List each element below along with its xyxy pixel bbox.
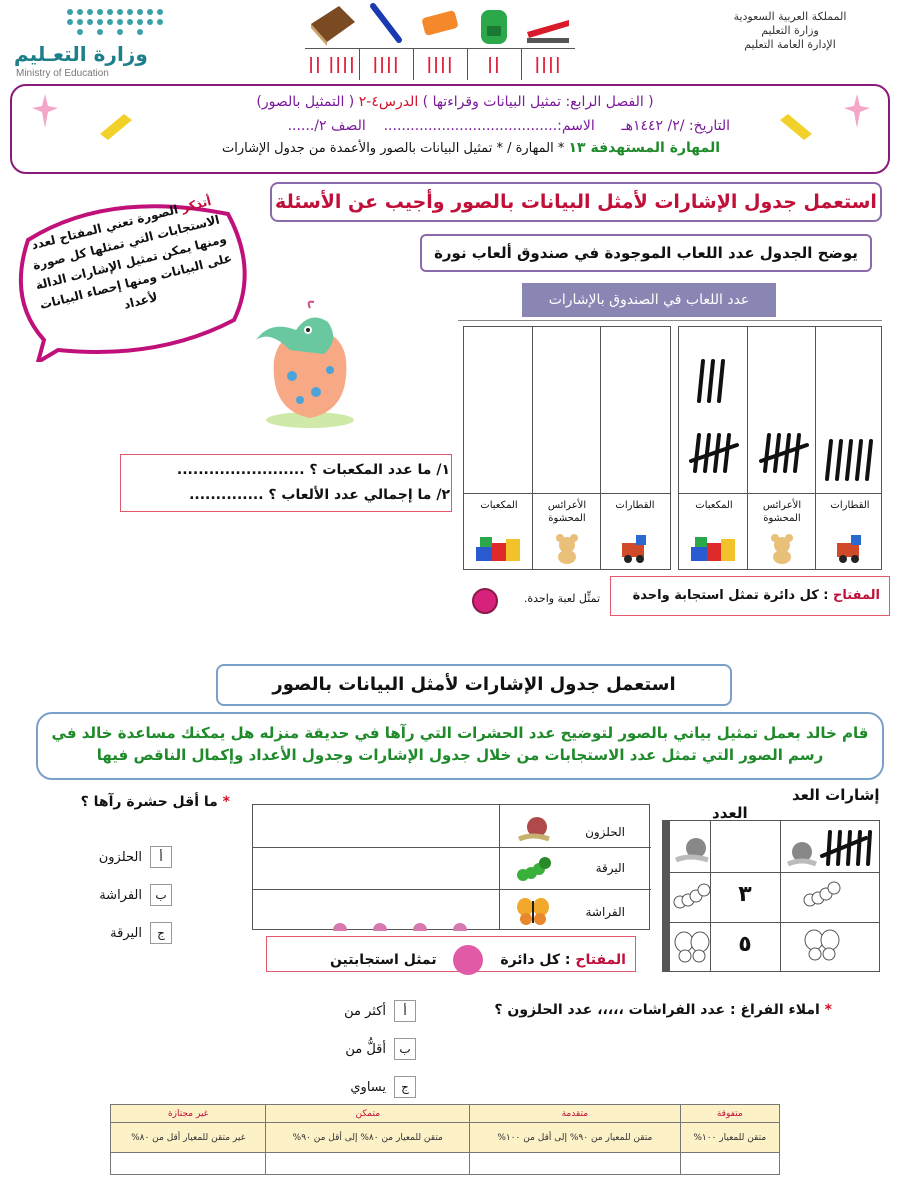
- key-description: : كل دائرة تمثل استجابة واحدة: [632, 588, 829, 603]
- key2-description-2: تمثل استجابتين: [329, 952, 437, 968]
- insect-picture-table: [252, 804, 650, 930]
- tally-pen: ||||: [372, 54, 400, 73]
- key2-label: المفتاح: [575, 952, 626, 968]
- rubric-table: [110, 1104, 780, 1175]
- row-caterpillar: اليرقة: [595, 861, 625, 875]
- name-field[interactable]: الاسم:.......................................: [383, 118, 595, 134]
- caterpillar-icon: [802, 880, 842, 910]
- star-icon: *: [824, 1002, 832, 1018]
- partial-circles: [333, 923, 493, 931]
- train-icon: [833, 533, 867, 565]
- butterfly-icon: [802, 928, 842, 964]
- date-field[interactable]: التاريخ: /٢/ ١٤٤٢هـ: [621, 118, 730, 134]
- teddy-bear-icon: [550, 531, 584, 565]
- key-text: [618, 588, 880, 603]
- rubric-header: متفوقة: [680, 1105, 779, 1123]
- tally-marks-stuffed: [759, 431, 809, 477]
- star-ornament-icon: [842, 92, 872, 132]
- label-stuffed-toys: الأعرائس المحشوة: [547, 500, 587, 524]
- question-1[interactable]: ١/ ما عدد المكعبات ؟ ........................: [176, 462, 450, 478]
- kingdom-header: [720, 10, 860, 52]
- pencil-decor-icon: [96, 110, 136, 140]
- tally-snail: [786, 826, 876, 870]
- logo-english: Ministry of Education: [16, 68, 109, 79]
- fill-options: [326, 1000, 416, 1098]
- count-butterfly[interactable]: ٥: [738, 932, 752, 957]
- supplies-tally-strip: [305, 0, 575, 80]
- least-insect-text: ما أقل حشرة رآها ؟: [80, 794, 218, 810]
- student-info-line: [170, 118, 730, 134]
- tally-marks-cubes-bottom: [689, 431, 739, 477]
- fill-blank-question: [470, 1002, 832, 1018]
- label-stuffed-toys: الأعرائس المحشوة: [762, 500, 802, 524]
- rubric-mark-cell[interactable]: [266, 1153, 470, 1175]
- tally-header: إشارات العد: [792, 786, 880, 804]
- blocks-icon: [689, 535, 739, 565]
- section2-paragraph: قام خالد بعمل تمثيل بياني بالصور لتوضيح عدد الحشرات التي رآها في حديقة منزله هل يمكنك مساعدة خالد في رسم الصور التي تمثل عدد الاستجابات من خلال جدول الإشارات وجدول الأعداد وإكمال الناقص فيها: [36, 712, 884, 780]
- option-c[interactable]: ج يساوي: [326, 1076, 416, 1098]
- tally-marks-trains: [823, 437, 879, 483]
- remember-text: الصورة تعني المفتاح لعدد الاستجابات التي تمثلها كل صورة ومنها يمكن تمثيل الإشارات الدالة على البيانات ومنها إحصاء البيانات لأعداد: [29, 202, 234, 313]
- count-caterpillar[interactable]: ٣: [738, 882, 752, 907]
- train-icon: [618, 533, 652, 565]
- snail-icon: [515, 813, 551, 843]
- tally-stapler: ||||: [534, 54, 562, 73]
- question-2[interactable]: ٢/ ما إجمالي عدد الألعاب ؟ ..............: [189, 487, 450, 503]
- row-snail: الحلزون: [585, 825, 625, 839]
- chapter-title: ( الفصل الرابع: تمثيل البيانات وقراءتها ): [422, 94, 654, 110]
- rubric-criterion: غير متقن للمعيار أقل من ٨٠%: [111, 1123, 266, 1153]
- tally-backpack: ||: [487, 54, 501, 73]
- star-ornament-icon: [30, 92, 60, 132]
- option-c[interactable]: ج اليرقة: [72, 922, 172, 944]
- rubric-mark-cell[interactable]: [680, 1153, 779, 1175]
- section2-title: استعمل جدول الإشارات لأمثل البيانات بالصور: [216, 664, 732, 706]
- pencil-decor-icon: [776, 110, 816, 140]
- remember-label: أتذكر: [180, 194, 213, 215]
- skill-line: [210, 140, 720, 156]
- skill-text: * المهارة / * تمثيل البيانات بالصور والأعمدة من جدول الإشارات: [222, 141, 565, 156]
- star-icon: *: [222, 794, 230, 810]
- option-a[interactable]: أ أكثر من: [326, 1000, 416, 1022]
- label-cubes: المكعبات: [695, 500, 733, 511]
- q1-options: [72, 846, 172, 944]
- teddy-bear-icon: [765, 531, 799, 565]
- rubric-criterion: متقن للمعيار من ٩٠% إلى أقل من ١٠٠%: [470, 1123, 680, 1153]
- tally-marks-cubes-top: [693, 357, 733, 407]
- row-butterfly: الفراشة: [585, 905, 625, 919]
- divider: [458, 320, 882, 321]
- insect-tally-table: [662, 820, 880, 972]
- skill-label: المهارة المستهدفة ١٣: [568, 140, 720, 156]
- lesson-title: ( التمثيل بالصور): [256, 94, 355, 110]
- tally-eraser: ||||: [426, 54, 454, 73]
- rubric-header: متقدمة: [470, 1105, 680, 1123]
- rubric-criterion: متقن للمعيار ١٠٠%: [680, 1123, 779, 1153]
- admin-line: الإدارة العامة التعليم: [744, 38, 836, 51]
- option-a[interactable]: أ الحلزون: [72, 846, 172, 868]
- key2-description: : كل دائرة: [500, 952, 571, 968]
- lesson-label: الدرس٤-٢: [358, 94, 419, 110]
- butterfly-icon: [672, 930, 712, 966]
- rubric-criterion: متقن للمعيار من ٨٠% إلى أقل من ٩٠%: [266, 1123, 470, 1153]
- section1-title: استعمل جدول الإشارات لأمثل البيانات بالصور وأجيب عن الأسئلة: [270, 182, 882, 222]
- option-b[interactable]: ب الفراشة: [72, 884, 172, 906]
- count-header: العدد: [712, 804, 748, 822]
- snail-icon: [672, 834, 712, 864]
- rubric-mark-cell[interactable]: [470, 1153, 680, 1175]
- tally-book: |||| ||: [308, 54, 356, 73]
- logo-arabic: وزارة التعـليم: [14, 42, 148, 66]
- butterfly-icon: [515, 895, 551, 927]
- ministry-logo-icon: [60, 4, 170, 44]
- caterpillar-icon: [515, 853, 551, 885]
- label-cubes: المكعبات: [480, 500, 518, 511]
- toys-table-header: عدد اللعاب في الصندوق بالإشارات: [522, 283, 776, 317]
- lesson-chapter-line: [220, 94, 690, 110]
- class-field[interactable]: الصف ٢/......: [287, 118, 366, 134]
- pink-circle-symbol: [472, 588, 498, 614]
- pink-circle-symbol: [453, 945, 483, 975]
- key-label: المفتاح: [833, 588, 880, 603]
- label-trains: القطارات: [830, 500, 870, 511]
- ministry-line: وزارة التعليم: [761, 24, 819, 37]
- kingdom-line: المملكة العربية السعودية: [733, 10, 847, 23]
- label-trains: القطارات: [615, 500, 655, 511]
- rubric-mark-cell[interactable]: [111, 1153, 266, 1175]
- option-b[interactable]: ب أقلُّ من: [326, 1038, 416, 1060]
- fill-blank-text: املاء الفراغ : عدد الفراشات ،،،،، عدد الحلزون ؟: [494, 1002, 820, 1018]
- key-note: تمثِّل لعبة واحدة.: [523, 592, 600, 605]
- rubric-header: متمكن: [266, 1105, 470, 1123]
- blocks-icon: [474, 535, 524, 565]
- section1-subtitle: يوضح الجدول عدد اللعاب الموجودة في صندوق ألعاب نورة: [420, 234, 872, 272]
- picture-graph-grid: [463, 326, 671, 570]
- key2-text: [276, 945, 626, 975]
- rubric-header: غير مجتازة: [111, 1105, 266, 1123]
- caterpillar-icon: [672, 882, 712, 912]
- least-insect-question: [50, 794, 230, 810]
- dinosaur-egg-icon: [250, 300, 370, 430]
- tally-grid: [678, 326, 882, 570]
